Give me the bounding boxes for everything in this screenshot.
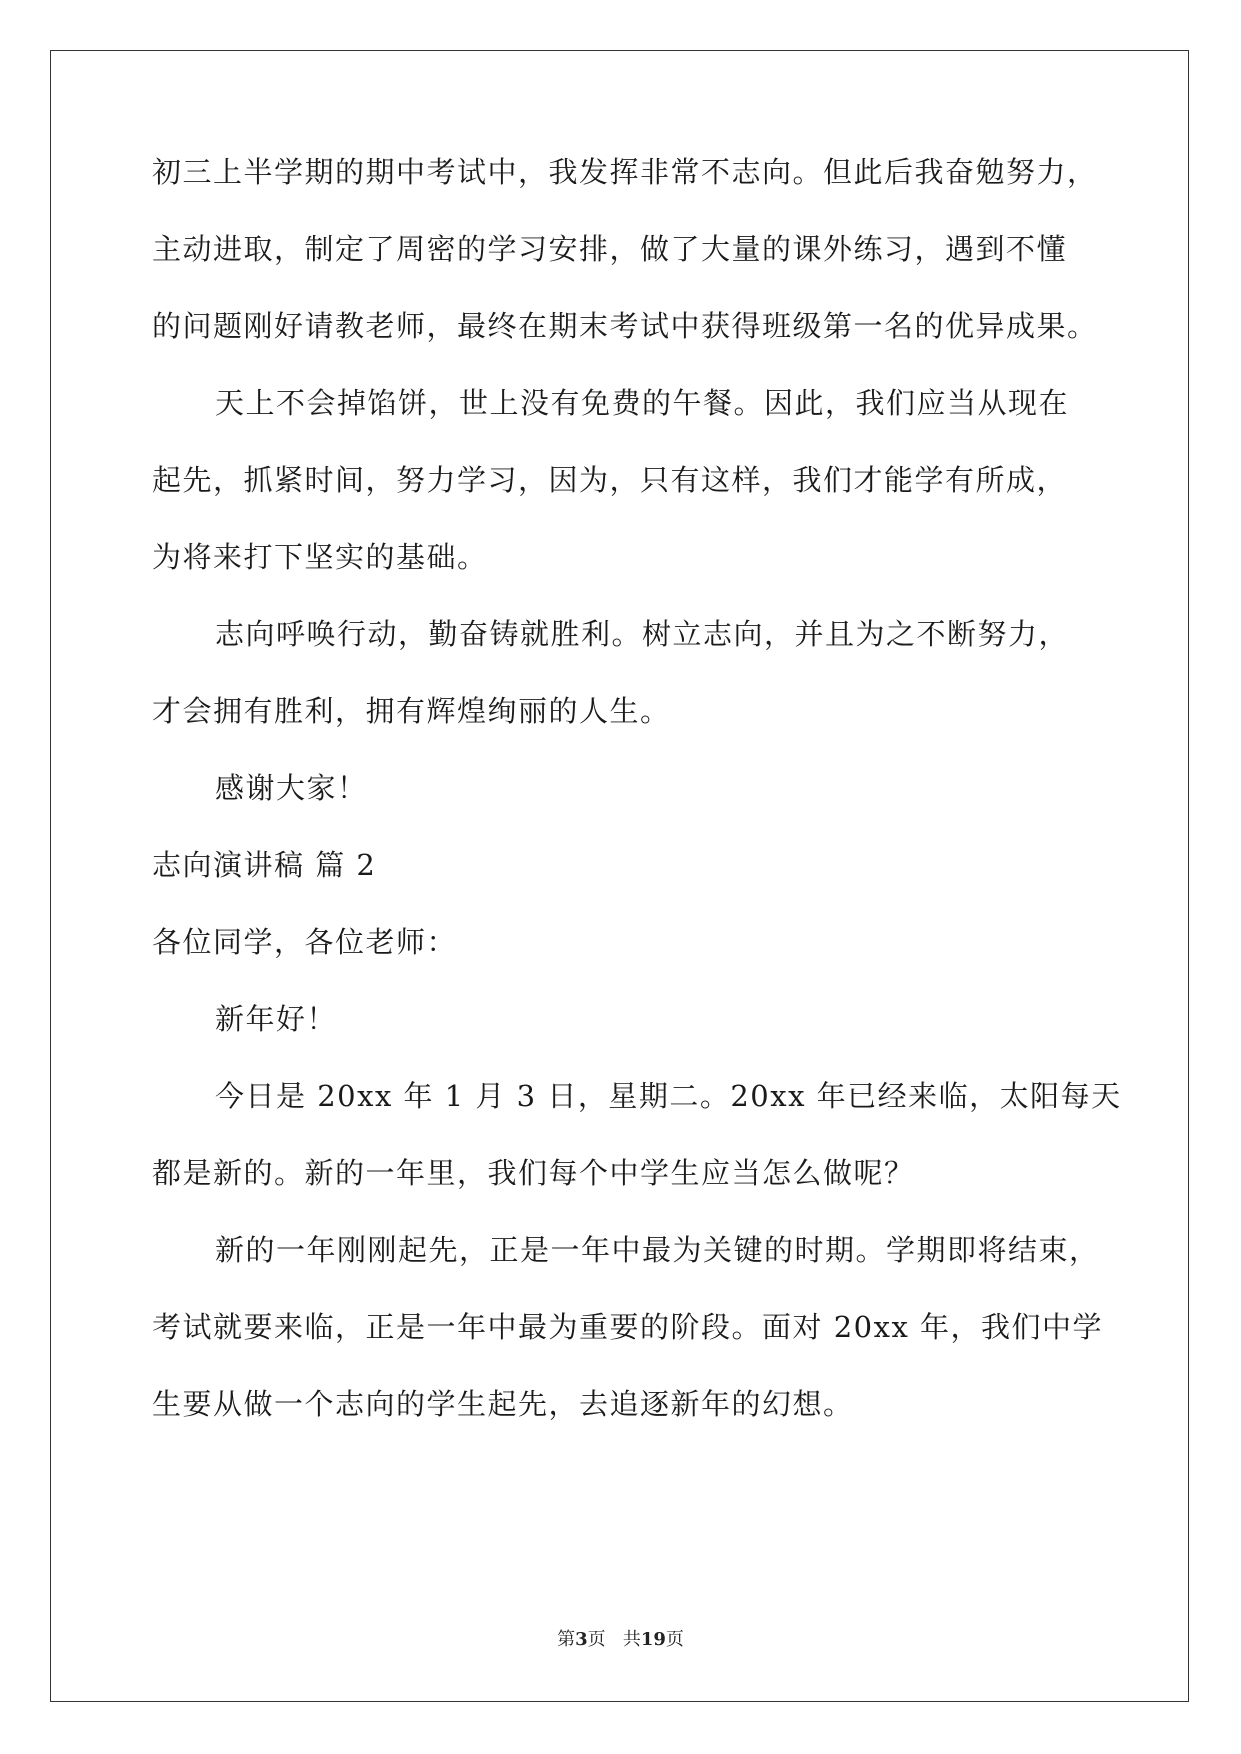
body-line: 才会拥有胜利，拥有辉煌绚丽的人生。 — [152, 694, 671, 728]
body-line: 志向呼唤行动，勤奋铸就胜利。树立志向，并且为之不断努力， — [215, 617, 1070, 651]
body-line: 的问题刚好请教老师，最终在期末考试中获得班级第一名的优异成果。 — [152, 309, 1098, 343]
salutation: 各位同学，各位老师： — [152, 925, 458, 959]
greeting: 新年好！ — [215, 1002, 338, 1036]
body-line: 初三上半学期的期中考试中，我发挥非常不志向。但此后我奋勉努力， — [152, 155, 1098, 189]
body-line: 考试就要来临，正是一年中最为重要的阶段。面对 20xx 年，我们中学 — [152, 1310, 1104, 1344]
body-line: 感谢大家！ — [215, 771, 368, 805]
body-line: 今日是 20xx 年 1 月 3 日，星期二。20xx 年已经来临，太阳每天 — [215, 1079, 1122, 1113]
section-heading: 志向演讲稿 篇 2 — [152, 848, 377, 882]
page-unit: 页 — [587, 1629, 606, 1650]
total-prefix: 共 — [622, 1629, 641, 1650]
current-page-number: 3 — [575, 1629, 588, 1650]
body-line: 都是新的。新的一年里，我们每个中学生应当怎么做呢？ — [152, 1156, 915, 1190]
body-line: 主动进取，制定了周密的学习安排，做了大量的课外练习，遇到不懂 — [152, 232, 1068, 266]
body-line: 起先，抓紧时间，努力学习，因为，只有这样，我们才能学有所成， — [152, 463, 1068, 497]
total-page-count: 19 — [640, 1629, 666, 1650]
body-line: 天上不会掉馅饼，世上没有免费的午餐。因此，我们应当从现在 — [215, 386, 1070, 420]
body-line: 为将来打下坚实的基础。 — [152, 540, 488, 574]
page-prefix: 第 — [557, 1629, 576, 1650]
body-line: 生要从做一个志向的学生起先，去追逐新年的幻想。 — [152, 1387, 854, 1421]
body-line: 新的一年刚刚起先，正是一年中最为关键的时期。学期即将结束， — [215, 1233, 1100, 1267]
total-unit: 页 — [665, 1629, 684, 1650]
page-footer — [0, 1628, 1241, 1652]
